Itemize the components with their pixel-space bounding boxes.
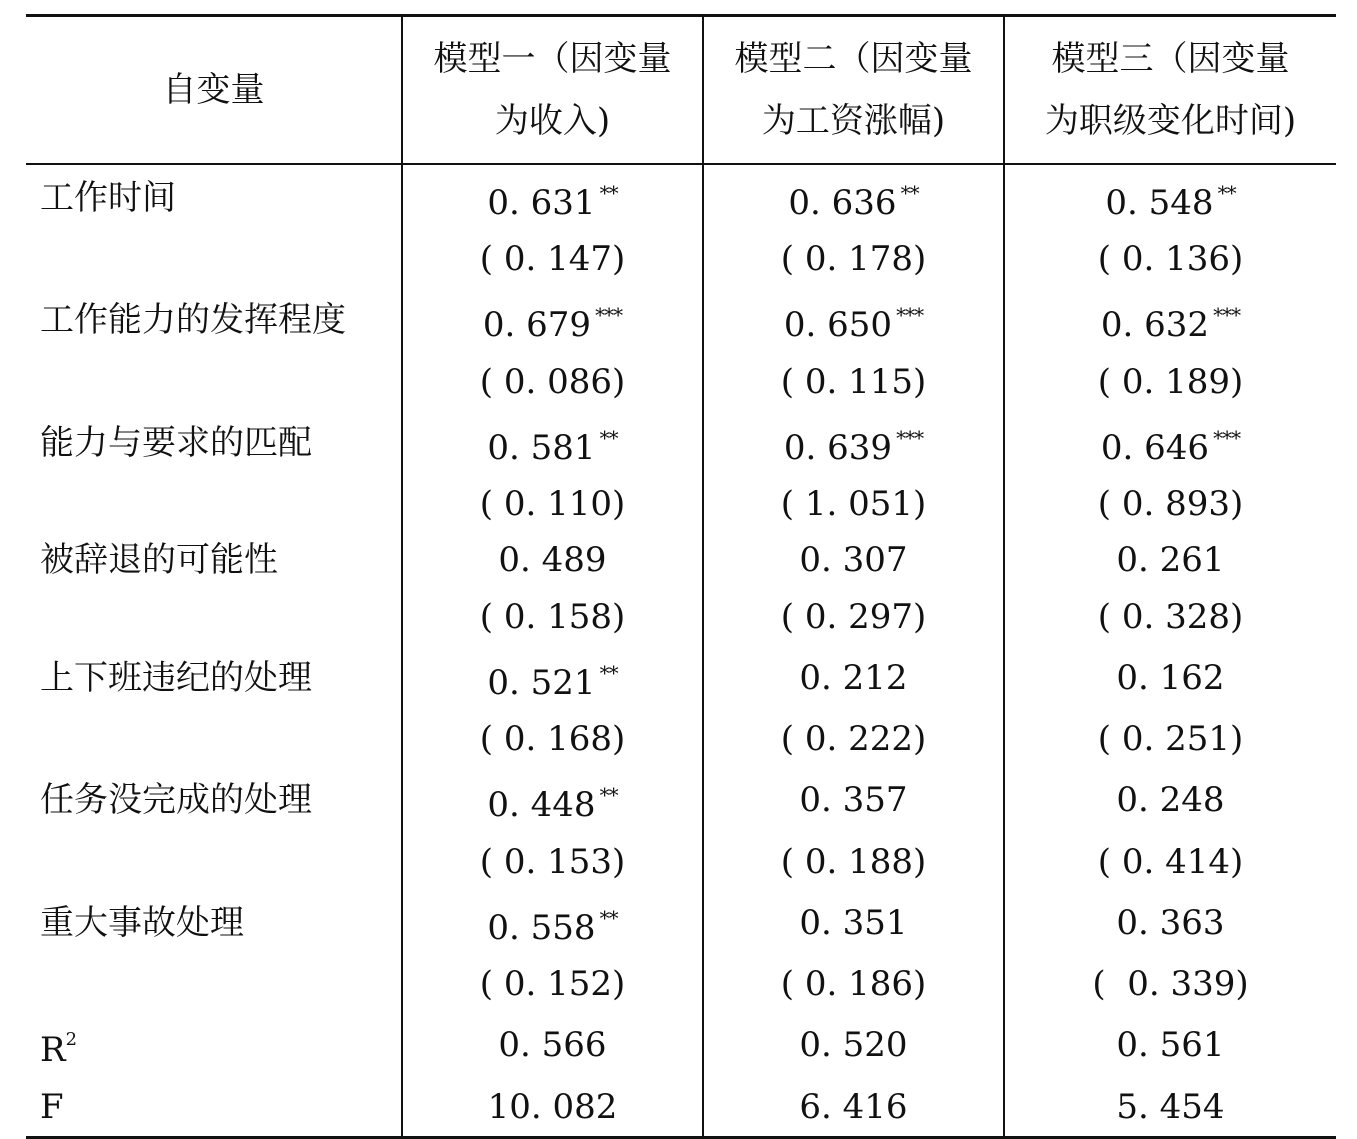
coef-cell bbox=[703, 287, 1004, 353]
significance-marker: ** bbox=[599, 660, 618, 685]
coef-value: 0. 162 bbox=[1116, 657, 1225, 698]
significance-marker: ** bbox=[599, 425, 618, 450]
se-cell: ( 0. 297) bbox=[703, 589, 1004, 645]
se-cell: ( 0. 893) bbox=[1004, 476, 1336, 532]
stat-row bbox=[26, 1078, 1336, 1138]
coef-cell bbox=[703, 410, 1004, 476]
se-cell: ( 0. 110) bbox=[402, 476, 703, 532]
significance-marker: ** bbox=[599, 905, 618, 930]
coef-value: 0. 363 bbox=[1116, 902, 1225, 943]
header-model-2-line2: 为工资涨幅) bbox=[761, 101, 946, 141]
significance-marker: *** bbox=[595, 303, 623, 328]
header-model-3-line1: 模型三（因变量 bbox=[1051, 39, 1290, 79]
se-cell: ( 0. 136) bbox=[1004, 231, 1336, 287]
significance-marker: ** bbox=[1217, 181, 1236, 205]
coef-row bbox=[26, 890, 1336, 956]
se-cell: ( 0. 251) bbox=[1004, 711, 1336, 767]
coef-value: 0. 639 bbox=[783, 427, 893, 468]
variable-label: 重大事故处理 bbox=[40, 902, 244, 943]
regression-table bbox=[26, 14, 1336, 1139]
significance-marker: ** bbox=[599, 181, 618, 205]
coef-cell bbox=[402, 767, 703, 833]
coef-value: 0. 448 bbox=[487, 785, 596, 826]
variable-label: 能力与要求的匹配 bbox=[40, 422, 312, 463]
header-model-3-line2: 为职级变化时间) bbox=[1044, 101, 1297, 141]
coef-cell bbox=[402, 410, 703, 476]
variable-label: 工作时间 bbox=[40, 178, 176, 218]
coef-value: 0. 521 bbox=[487, 662, 596, 703]
se-cell: ( 0. 115) bbox=[703, 353, 1004, 409]
coef-cell bbox=[703, 532, 1004, 588]
coef-cell bbox=[703, 164, 1004, 231]
coef-value: 0. 212 bbox=[799, 657, 908, 698]
coef-cell bbox=[1004, 890, 1336, 956]
stat-label: F bbox=[40, 1087, 64, 1128]
se-cell: ( 0. 414) bbox=[1004, 833, 1336, 889]
stat-label-cell bbox=[26, 1078, 402, 1138]
coef-cell bbox=[402, 890, 703, 956]
variable-label: 工作能力的发挥程度 bbox=[40, 300, 346, 341]
stat-row bbox=[26, 1012, 1336, 1078]
coef-value: 0. 261 bbox=[1116, 540, 1225, 581]
stat-value: 0. 566 bbox=[402, 1012, 703, 1078]
coef-cell bbox=[1004, 532, 1336, 588]
coef-cell bbox=[1004, 410, 1336, 476]
empty-label-cell bbox=[26, 589, 402, 645]
header-variable: 自变量 bbox=[26, 16, 402, 165]
empty-label-cell bbox=[26, 956, 402, 1012]
se-cell: ( 1. 051) bbox=[703, 476, 1004, 532]
coef-cell bbox=[1004, 287, 1336, 353]
coef-value: 0. 248 bbox=[1116, 780, 1225, 821]
coef-cell bbox=[1004, 767, 1336, 833]
regression-table-container bbox=[26, 14, 1336, 1139]
se-cell: ( 0. 153) bbox=[402, 833, 703, 889]
coef-value: 0. 558 bbox=[487, 907, 596, 948]
stat-value: 5. 454 bbox=[1004, 1078, 1336, 1138]
significance-marker: *** bbox=[896, 425, 924, 450]
se-cell: ( 0. 152) bbox=[402, 956, 703, 1012]
coef-cell bbox=[402, 287, 703, 353]
coef-value: 0. 357 bbox=[799, 780, 908, 821]
se-cell: ( 0. 086) bbox=[402, 353, 703, 409]
coef-cell bbox=[703, 645, 1004, 711]
coef-row bbox=[26, 410, 1336, 476]
se-row bbox=[26, 833, 1336, 889]
coef-value: 0. 650 bbox=[783, 305, 893, 346]
header-model-3 bbox=[1004, 16, 1336, 165]
empty-label-cell bbox=[26, 353, 402, 409]
coef-value: 0. 548 bbox=[1105, 183, 1214, 223]
stat-superscript: 2 bbox=[65, 1029, 78, 1051]
significance-marker: ** bbox=[599, 783, 618, 808]
coef-value: 0. 581 bbox=[487, 427, 596, 468]
significance-marker: *** bbox=[1213, 425, 1241, 450]
coef-row bbox=[26, 532, 1336, 588]
se-cell: ( 0. 186) bbox=[703, 956, 1004, 1012]
se-row bbox=[26, 231, 1336, 287]
se-cell: ( 0. 189) bbox=[1004, 353, 1336, 409]
coef-cell bbox=[402, 532, 703, 588]
coef-value: 0. 351 bbox=[799, 902, 908, 943]
empty-label-cell bbox=[26, 231, 402, 287]
coef-cell bbox=[703, 767, 1004, 833]
significance-marker: ** bbox=[900, 181, 919, 205]
significance-marker: *** bbox=[896, 303, 924, 328]
se-row bbox=[26, 589, 1336, 645]
significance-marker: *** bbox=[1213, 303, 1241, 328]
coef-cell bbox=[703, 890, 1004, 956]
se-cell: ( 0. 188) bbox=[703, 833, 1004, 889]
stat-value: 10. 082 bbox=[402, 1078, 703, 1138]
coef-row bbox=[26, 645, 1336, 711]
coef-row bbox=[26, 287, 1336, 353]
coef-value: 0. 636 bbox=[788, 183, 897, 223]
empty-label-cell bbox=[26, 476, 402, 532]
variable-label: 被辞退的可能性 bbox=[40, 540, 278, 581]
stat-value: 0. 520 bbox=[703, 1012, 1004, 1078]
se-cell: ( 0. 339) bbox=[1004, 956, 1336, 1012]
stat-label: R bbox=[40, 1030, 66, 1071]
stat-value: 6. 416 bbox=[703, 1078, 1004, 1138]
coef-row bbox=[26, 767, 1336, 833]
table-header bbox=[26, 16, 1336, 165]
se-cell: ( 0. 147) bbox=[402, 231, 703, 287]
variable-label: 任务没完成的处理 bbox=[40, 780, 312, 821]
se-cell: ( 0. 178) bbox=[703, 231, 1004, 287]
table-body bbox=[26, 164, 1336, 1138]
coef-value: 0. 307 bbox=[799, 540, 908, 581]
coef-cell bbox=[1004, 164, 1336, 231]
empty-label-cell bbox=[26, 711, 402, 767]
coef-value: 0. 489 bbox=[498, 540, 607, 581]
coef-value: 0. 646 bbox=[1100, 427, 1210, 468]
se-cell: ( 0. 222) bbox=[703, 711, 1004, 767]
se-cell: ( 0. 158) bbox=[402, 589, 703, 645]
coef-value: 0. 632 bbox=[1100, 305, 1210, 346]
se-row bbox=[26, 711, 1336, 767]
variable-label: 上下班违纪的处理 bbox=[40, 657, 312, 698]
coef-cell bbox=[402, 164, 703, 231]
stat-value: 0. 561 bbox=[1004, 1012, 1336, 1078]
header-model-2 bbox=[703, 16, 1004, 165]
coef-cell bbox=[1004, 645, 1336, 711]
coef-cell bbox=[402, 645, 703, 711]
se-cell: ( 0. 328) bbox=[1004, 589, 1336, 645]
empty-label-cell bbox=[26, 833, 402, 889]
header-row bbox=[26, 16, 1336, 165]
se-row bbox=[26, 353, 1336, 409]
header-model-1-line2: 为收入) bbox=[494, 101, 611, 141]
coef-value: 0. 679 bbox=[482, 305, 592, 346]
header-model-1 bbox=[402, 16, 703, 165]
coef-value: 0. 631 bbox=[487, 183, 596, 223]
header-model-2-line1: 模型二（因变量 bbox=[734, 39, 973, 79]
header-model-1-line1: 模型一（因变量 bbox=[433, 39, 672, 79]
stat-label-cell bbox=[26, 1012, 402, 1078]
coef-row bbox=[26, 164, 1336, 231]
se-row bbox=[26, 476, 1336, 532]
se-cell: ( 0. 168) bbox=[402, 711, 703, 767]
se-row bbox=[26, 956, 1336, 1012]
